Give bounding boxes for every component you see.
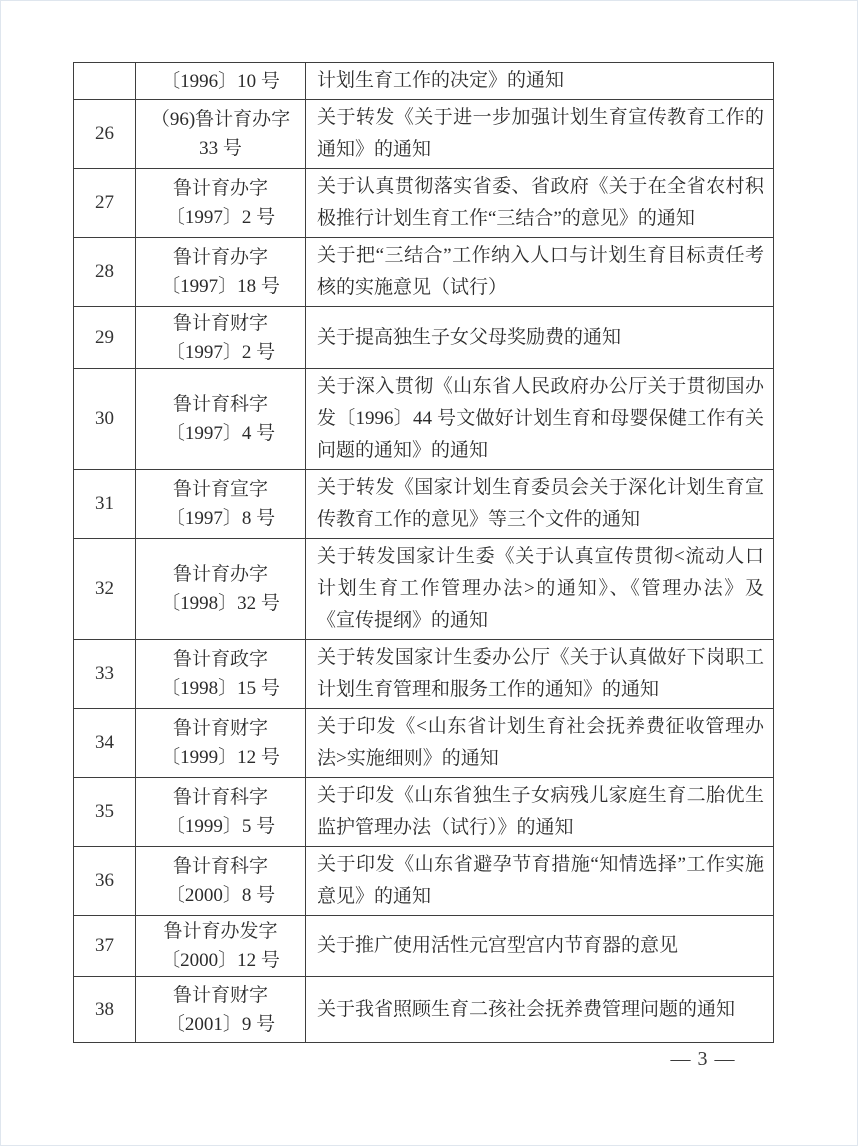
doc-number-line1: 鲁计育办字 [172,564,268,585]
doc-number-line1: 鲁计育财字 [172,312,268,334]
table-row [74,778,774,847]
row-number-cell: 26 [74,100,136,169]
doc-number-cell [136,709,306,778]
doc-number-cell [136,847,306,916]
doc-number-line2: 〔1997〕8 号 [165,508,276,529]
doc-number-line2: 〔1997〕2 号 [165,341,276,363]
doc-title-cell: 关于印发《<山东省计划生育社会抚养费征收管理办法>实施细则》的通知 [306,709,774,778]
row-number-cell: 34 [74,709,136,778]
row-number-cell: 33 [74,640,136,709]
page-number: — 3 — [670,1048,736,1070]
table-row [74,238,774,307]
doc-number-line1: 鲁计育宣字 [172,479,268,500]
row-number-cell: 29 [74,307,136,369]
row-number-cell: 38 [74,977,136,1043]
doc-title-cell: 关于深入贯彻《山东省人民政府办公厅关于贯彻国办发〔1996〕44 号文做好计划生育和母婴保健工作有关问题的通知》的通知 [306,369,774,470]
doc-number-line2: 〔1997〕4 号 [165,423,276,444]
doc-title-cell: 关于转发《关于进一步加强计划生育宣传教育工作的通知》的通知 [306,100,774,169]
doc-title-cell: 关于提高独生子女父母奖励费的通知 [306,307,774,369]
doc-number-line2: 〔2000〕8 号 [165,885,276,906]
doc-title-cell: 关于把“三结合”工作纳入人口与计划生育目标责任考核的实施意见（试行） [306,238,774,307]
table-row [74,640,774,709]
doc-number-cell [136,169,306,238]
doc-number-line2: 〔1997〕2 号 [165,207,276,228]
doc-number-line1: 鲁计育财字 [172,718,268,739]
doc-number-cell [136,369,306,470]
doc-number-line1: 鲁计育办字 [172,247,268,268]
doc-number-cell [136,238,306,307]
doc-number-line2: 〔1998〕32 号 [161,593,280,614]
doc-number-line1: 鲁计育科字 [172,787,268,808]
row-number-cell: 36 [74,847,136,916]
doc-title-cell: 关于认真贯彻落实省委、省政府《关于在全省农村积极推行计划生育工作“三结合”的意见》的通知 [306,169,774,238]
doc-number-cell [136,470,306,539]
doc-number-line2: 〔2000〕12 号 [161,950,280,971]
doc-number-line2: 〔1999〕5 号 [165,816,276,837]
doc-number-cell [136,100,306,169]
doc-number-line2: 33 号 [199,138,242,159]
row-number-cell: 27 [74,169,136,238]
row-number-cell: 28 [74,238,136,307]
table-row [74,977,774,1043]
table-row [74,307,774,369]
table-row [74,709,774,778]
doc-number-cell [136,977,306,1043]
row-number-cell: 35 [74,778,136,847]
doc-number-line1: 鲁计育办字 [172,178,268,199]
doc-title-cell: 关于转发国家计生委《关于认真宣传贯彻<流动人口计划生育工作管理办法>的通知》、《管理办法》及《宣传提纲》的通知 [306,539,774,640]
table-row [74,916,774,977]
row-number-cell: 32 [74,539,136,640]
doc-number-line1: 鲁计育科字 [172,856,268,877]
doc-number-cell [136,539,306,640]
doc-number-cell [136,640,306,709]
table-row [74,369,774,470]
table-row [74,63,774,100]
doc-number-line2: 〔1998〕15 号 [161,678,280,699]
doc-number-line1: 鲁计育财字 [172,984,268,1006]
doc-number-cell [136,778,306,847]
doc-number-line1: （96)鲁计育办字 [150,109,291,130]
doc-number-line1: 鲁计育科字 [172,394,268,415]
doc-title-cell: 关于印发《山东省避孕节育措施“知情选择”工作实施意见》的通知 [306,847,774,916]
doc-number-line1: 鲁计育政字 [172,649,268,670]
row-number-cell [74,63,136,100]
doc-number-line2: 〔2001〕9 号 [165,1013,276,1035]
doc-number-cell [136,916,306,977]
table-row [74,539,774,640]
doc-title-cell: 关于我省照顾生育二孩社会抚养费管理问题的通知 [306,977,774,1043]
table-row [74,470,774,539]
table-row [74,169,774,238]
doc-title-cell: 计划生育工作的决定》的通知 [306,63,774,100]
table-row [74,100,774,169]
doc-number-line1: 〔1996〕10 号 [161,70,280,92]
row-number-cell: 31 [74,470,136,539]
doc-title-cell: 关于转发国家计生委办公厅《关于认真做好下岗职工计划生育管理和服务工作的通知》的通知 [306,640,774,709]
row-number-cell: 30 [74,369,136,470]
table-row [74,847,774,916]
doc-number-cell [136,63,306,100]
doc-title-cell: 关于推广使用活性元宫型宫内节育器的意见 [306,916,774,977]
doc-number-line2: 〔1999〕12 号 [161,747,280,768]
row-number-cell: 37 [74,916,136,977]
doc-number-line1: 鲁计育办发字 [163,921,278,942]
doc-title-cell: 关于转发《国家计划生育委员会关于深化计划生育宣传教育工作的意见》等三个文件的通知 [306,470,774,539]
doc-number-cell [136,307,306,369]
document-table [73,62,774,1043]
doc-number-line2: 〔1997〕18 号 [161,276,280,297]
doc-title-cell: 关于印发《山东省独生子女病残儿家庭生育二胎优生监护管理办法（试行）》的通知 [306,778,774,847]
